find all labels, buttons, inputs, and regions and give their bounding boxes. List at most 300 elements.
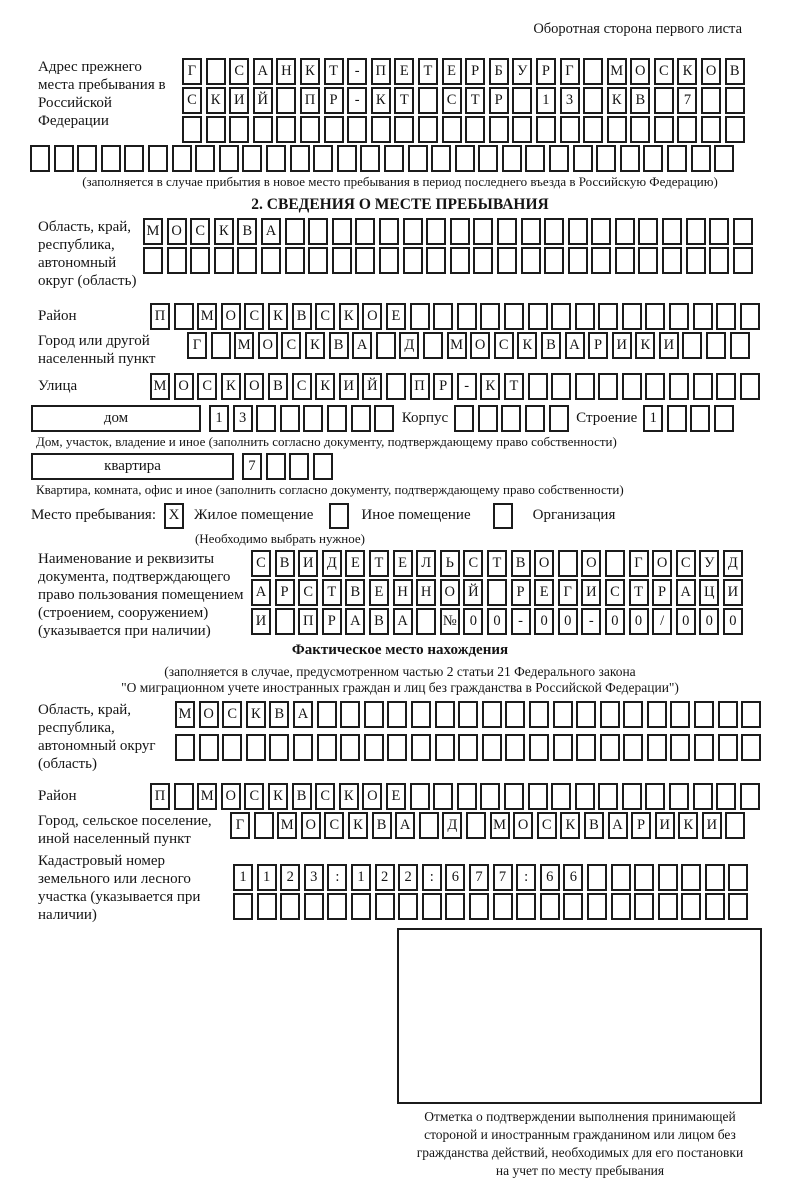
char-box (705, 864, 725, 891)
char-box: К (214, 218, 234, 245)
char-box (487, 579, 507, 606)
char-box-row (251, 608, 746, 635)
char-box: А (352, 332, 372, 359)
char-box: М (447, 332, 467, 359)
char-box: 2 (375, 864, 395, 891)
char-box (701, 116, 721, 143)
char-box (371, 116, 391, 143)
char-box (416, 608, 436, 635)
char-box (327, 893, 347, 920)
char-box (623, 701, 643, 728)
actual-district-label: Район (38, 788, 77, 804)
prev-address-label: Адрес прежнего места пребывания в Российской Федерации (38, 59, 166, 129)
char-box: К (268, 303, 288, 330)
char-box (465, 116, 485, 143)
char-box (351, 405, 371, 432)
char-box (667, 145, 687, 172)
char-box: О (581, 550, 601, 577)
char-box: / (652, 608, 672, 635)
char-box: Н (393, 579, 413, 606)
char-box (394, 116, 414, 143)
char-box (512, 87, 532, 114)
char-box (379, 247, 399, 274)
char-box (403, 218, 423, 245)
char-box (387, 734, 407, 761)
char-box (560, 116, 580, 143)
char-box (611, 864, 631, 891)
char-box (360, 145, 380, 172)
option-organization-label: Организация (532, 507, 616, 523)
char-box: Р (536, 58, 556, 85)
apartment-row (31, 453, 800, 480)
char-box (728, 893, 748, 920)
char-box: М (150, 373, 170, 400)
cadastral-row (38, 852, 800, 924)
char-box: Т (487, 550, 507, 577)
char-box: И (612, 332, 632, 359)
char-box: М (234, 332, 254, 359)
char-box (254, 812, 274, 839)
char-box-row (182, 116, 748, 143)
region-row (38, 218, 800, 290)
char-box (622, 373, 642, 400)
char-box: 7 (493, 864, 513, 891)
char-box-row (209, 405, 398, 432)
char-box: К (300, 58, 320, 85)
char-box: О (652, 550, 672, 577)
char-box (615, 218, 635, 245)
char-box (431, 145, 451, 172)
char-box: К (339, 783, 359, 810)
char-box-row (251, 579, 746, 606)
char-box-row (187, 332, 753, 359)
char-box (693, 303, 713, 330)
char-box: Д (399, 332, 419, 359)
char-box: Р (275, 579, 295, 606)
char-box: Е (534, 579, 554, 606)
char-box: У (699, 550, 719, 577)
char-box: Е (442, 58, 462, 85)
char-box (525, 405, 545, 432)
char-box: 6 (445, 864, 465, 891)
char-box: : (422, 864, 442, 891)
char-box: О (513, 812, 533, 839)
char-box (670, 734, 690, 761)
char-box (598, 373, 618, 400)
char-box: В (725, 58, 745, 85)
char-box: С (442, 87, 462, 114)
char-box (741, 734, 761, 761)
char-box (634, 893, 654, 920)
char-box (622, 783, 642, 810)
char-box (469, 893, 489, 920)
char-box (101, 145, 121, 172)
char-box (355, 218, 375, 245)
char-box: - (457, 373, 477, 400)
char-box: О (301, 812, 321, 839)
char-box (682, 332, 702, 359)
char-box (573, 145, 593, 172)
char-box (445, 893, 465, 920)
char-box (478, 145, 498, 172)
char-box: 7 (242, 453, 262, 480)
stamp-caption (330, 1108, 800, 1180)
char-box (725, 812, 745, 839)
char-box (693, 783, 713, 810)
char-box (575, 373, 595, 400)
char-box (410, 783, 430, 810)
char-box (709, 218, 729, 245)
char-box (728, 864, 748, 891)
char-box (275, 608, 295, 635)
char-box (645, 373, 665, 400)
char-box (528, 783, 548, 810)
char-box (242, 145, 262, 172)
char-box: О (221, 783, 241, 810)
char-box: Г (558, 579, 578, 606)
char-box (351, 893, 371, 920)
char-box (558, 550, 578, 577)
char-box (528, 303, 548, 330)
char-box (615, 247, 635, 274)
char-box-row (251, 550, 746, 577)
char-box: С (315, 783, 335, 810)
char-box: 3 (233, 405, 253, 432)
char-box (376, 332, 396, 359)
char-box (528, 373, 548, 400)
char-box (716, 303, 736, 330)
char-box (386, 373, 406, 400)
char-box (740, 373, 760, 400)
char-box (450, 247, 470, 274)
checkbox-other-premises (329, 503, 349, 529)
region-label: Область, край, республика, автономный округ (область) (38, 219, 137, 289)
char-box-row (143, 247, 756, 274)
char-box: С (190, 218, 210, 245)
char-box (422, 893, 442, 920)
char-box (77, 145, 97, 172)
char-box: Д (442, 812, 462, 839)
char-box: 7 (677, 87, 697, 114)
char-box (497, 218, 517, 245)
char-box (340, 701, 360, 728)
char-box (551, 783, 571, 810)
char-box (730, 332, 750, 359)
char-box (600, 701, 620, 728)
char-box (638, 218, 658, 245)
char-box (733, 247, 753, 274)
char-box (516, 893, 536, 920)
house-note: Дом, участок, владение и иное (заполнить согласно документу, подтверждающему право собственности) (36, 434, 617, 449)
char-box (576, 701, 596, 728)
char-box: Р (324, 87, 344, 114)
char-box: С (324, 812, 344, 839)
char-box (681, 864, 701, 891)
char-box (596, 145, 616, 172)
char-box: К (635, 332, 655, 359)
char-box: Г (629, 550, 649, 577)
char-box (374, 405, 394, 432)
char-box: Р (631, 812, 651, 839)
stamp-caption-line: гражданства действий, необходимых для его постановки (416, 1145, 744, 1160)
char-box: Т (394, 87, 414, 114)
char-box: О (199, 701, 219, 728)
char-box (175, 734, 195, 761)
actual-district-row (38, 783, 800, 812)
char-box: М (197, 303, 217, 330)
char-box: Л (416, 550, 436, 577)
option-other-premises-label: Иное помещение (361, 507, 471, 523)
doc-section (38, 550, 800, 640)
char-box-row (150, 303, 763, 330)
char-box: Н (416, 579, 436, 606)
char-box (654, 87, 674, 114)
char-box: К (268, 783, 288, 810)
char-box (418, 116, 438, 143)
char-box (411, 734, 431, 761)
char-box (669, 303, 689, 330)
char-box: С (244, 783, 264, 810)
char-box: И (702, 812, 722, 839)
char-box: К (480, 373, 500, 400)
stamp-caption-line: Отметка о подтверждении выполнения принимающей (424, 1109, 736, 1124)
stay-type-label: Место пребывания: (31, 507, 156, 523)
option-residential-label: Жилое помещение (194, 507, 314, 523)
char-box (313, 453, 333, 480)
char-box (549, 405, 569, 432)
char-box (233, 893, 253, 920)
char-box: Г (182, 58, 202, 85)
char-box: Т (465, 87, 485, 114)
char-box (435, 701, 455, 728)
char-box (482, 734, 502, 761)
char-box: К (305, 332, 325, 359)
char-box: А (251, 579, 271, 606)
char-box (677, 116, 697, 143)
char-box: В (369, 608, 389, 635)
actual-city-label: Город, сельское поселение, иной населенный пункт (38, 813, 212, 847)
actual-region-rows (175, 701, 765, 763)
char-box: Т (418, 58, 438, 85)
stamp-caption-line: на учет по месту пребывания (495, 1163, 665, 1178)
char-box: 0 (534, 608, 554, 635)
char-box: : (327, 864, 347, 891)
char-box: 7 (469, 864, 489, 891)
char-box: 0 (629, 608, 649, 635)
char-box (442, 116, 462, 143)
char-box (634, 864, 654, 891)
char-box-row (233, 864, 752, 891)
city-row (38, 332, 800, 368)
prev-address-note: (заполняется в случае прибытия в новое место пребывания в период последнего въезда в Российскую Федерацию) (82, 174, 718, 189)
char-box: 1 (257, 864, 277, 891)
char-box (289, 453, 309, 480)
char-box (669, 783, 689, 810)
char-box (630, 116, 650, 143)
char-box-row (643, 405, 737, 432)
char-box (504, 303, 524, 330)
char-box (214, 247, 234, 274)
char-box: В (584, 812, 604, 839)
char-box: С (222, 701, 242, 728)
char-box: С (197, 373, 217, 400)
char-box (568, 247, 588, 274)
char-box (622, 303, 642, 330)
district-row (38, 303, 800, 332)
apartment-note: Квартира, комната, офис и иное (заполнить согласно документу, подтверждающему право собственности) (36, 482, 624, 497)
char-box (740, 783, 760, 810)
char-box (480, 303, 500, 330)
char-box: Т (504, 373, 524, 400)
char-box-row (30, 145, 800, 172)
char-box: К (560, 812, 580, 839)
char-box: П (410, 373, 430, 400)
char-box: С (292, 373, 312, 400)
char-box: 2 (280, 864, 300, 891)
char-box: К (339, 303, 359, 330)
char-box (740, 303, 760, 330)
char-box: М (197, 783, 217, 810)
char-box: Г (560, 58, 580, 85)
stamp-caption-line: стороной и иностранным гражданином или лицом без (424, 1127, 736, 1142)
checkbox-organization (493, 503, 513, 529)
char-box (466, 812, 486, 839)
char-box (598, 783, 618, 810)
actual-region-label: Область, край, республика, автономный округ (область) (38, 702, 156, 772)
char-box (505, 701, 525, 728)
char-box: О (258, 332, 278, 359)
page-header-note: Оборотная сторона первого листа (533, 21, 742, 37)
char-box: Р (433, 373, 453, 400)
char-box: Р (511, 579, 531, 606)
char-box (148, 145, 168, 172)
prev-address-rows (182, 58, 748, 145)
char-box: 3 (560, 87, 580, 114)
char-box (694, 734, 714, 761)
char-box (591, 218, 611, 245)
char-box (261, 247, 281, 274)
char-box (124, 145, 144, 172)
char-box (591, 247, 611, 274)
char-box-row (182, 87, 748, 114)
char-box (317, 734, 337, 761)
char-box: П (371, 58, 391, 85)
char-box: М (607, 58, 627, 85)
char-box (691, 145, 711, 172)
char-box (643, 145, 663, 172)
char-box (276, 116, 296, 143)
char-box: Е (386, 783, 406, 810)
char-box (725, 87, 745, 114)
char-box (493, 893, 513, 920)
char-box: П (298, 608, 318, 635)
char-box (195, 145, 215, 172)
char-box (706, 332, 726, 359)
char-box (190, 247, 210, 274)
char-box: С (244, 303, 264, 330)
char-box (256, 405, 276, 432)
char-box: Ь (440, 550, 460, 577)
char-box (716, 783, 736, 810)
prev-address-section (38, 58, 800, 145)
char-box (174, 783, 194, 810)
char-box (411, 701, 431, 728)
char-box (199, 734, 219, 761)
char-box (327, 405, 347, 432)
char-box: Т (369, 550, 389, 577)
char-box: О (440, 579, 460, 606)
char-box: В (345, 579, 365, 606)
char-box: О (174, 373, 194, 400)
char-box: К (315, 373, 335, 400)
char-box: К (246, 701, 266, 728)
char-box (266, 145, 286, 172)
char-box: А (393, 608, 413, 635)
char-box (741, 701, 761, 728)
char-box: Т (629, 579, 649, 606)
char-box (553, 734, 573, 761)
char-box (540, 893, 560, 920)
char-box: 1 (233, 864, 253, 891)
char-box (478, 405, 498, 432)
char-box (222, 734, 242, 761)
char-box (269, 734, 289, 761)
char-box: С (537, 812, 557, 839)
char-box (375, 893, 395, 920)
actual-location-note-2: "О миграционном учете иностранных граждан и лиц без гражданства в Российской Федерации") (121, 680, 679, 695)
char-box (512, 116, 532, 143)
char-box (690, 405, 710, 432)
char-box (206, 116, 226, 143)
char-box: К (607, 87, 627, 114)
char-box-row (175, 701, 765, 728)
char-box: № (440, 608, 460, 635)
actual-location-note-1: (заполняется в случае, предусмотренном частью 2 статьи 21 Федерального закона (164, 664, 636, 679)
char-box (544, 247, 564, 274)
char-box (455, 145, 475, 172)
char-box (308, 218, 328, 245)
char-box (303, 405, 323, 432)
char-box (718, 734, 738, 761)
char-box: Е (386, 303, 406, 330)
char-box (568, 218, 588, 245)
char-box (473, 247, 493, 274)
char-box (182, 116, 202, 143)
char-box (172, 145, 192, 172)
char-box: Д (322, 550, 342, 577)
char-box (280, 893, 300, 920)
char-box: К (206, 87, 226, 114)
checkbox-residential (164, 503, 184, 529)
char-box (480, 783, 500, 810)
street-label: Улица (38, 378, 78, 394)
char-box (607, 116, 627, 143)
stay-type-row (31, 502, 800, 529)
char-box: С (229, 58, 249, 85)
char-box (502, 145, 522, 172)
char-box: А (345, 608, 365, 635)
char-box (229, 116, 249, 143)
char-box (623, 734, 643, 761)
char-box (458, 701, 478, 728)
char-box (403, 247, 423, 274)
char-box (667, 405, 687, 432)
char-box (174, 303, 194, 330)
char-box: В (292, 303, 312, 330)
char-box (426, 218, 446, 245)
char-box: А (676, 579, 696, 606)
char-box (285, 247, 305, 274)
